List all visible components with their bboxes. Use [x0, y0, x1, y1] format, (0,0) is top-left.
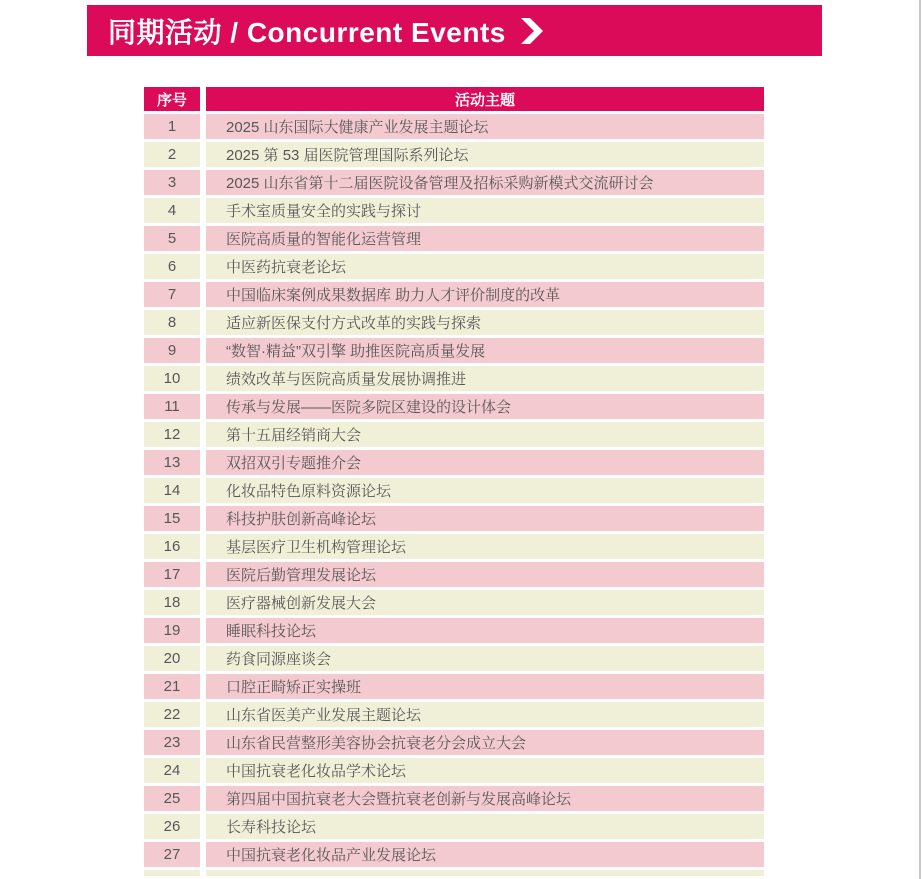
row-topic: 药食同源座谈会 — [206, 646, 764, 671]
partial-row-number-cell — [144, 870, 200, 876]
row-number: 21 — [144, 674, 200, 699]
row-topic: 传承与发展——医院多院区建设的设计体会 — [206, 394, 764, 419]
row-topic: 绩效改革与医院高质量发展协调推进 — [206, 366, 764, 391]
table-row — [144, 506, 764, 531]
table-row — [144, 450, 764, 475]
table-row — [144, 422, 764, 447]
row-number: 18 — [144, 590, 200, 615]
table-row — [144, 114, 764, 139]
row-topic: 长寿科技论坛 — [206, 814, 764, 839]
row-topic: 中国抗衰老化妆品产业发展论坛 — [206, 842, 764, 867]
table-row — [144, 814, 764, 839]
row-topic: 科技护肤创新高峰论坛 — [206, 506, 764, 531]
row-number: 25 — [144, 786, 200, 811]
table-row — [144, 842, 764, 867]
table-row — [144, 254, 764, 279]
table-row — [144, 142, 764, 167]
table-header-row — [144, 87, 764, 111]
table-row — [144, 590, 764, 615]
partial-next-row — [144, 870, 764, 876]
row-number: 6 — [144, 254, 200, 279]
table-row — [144, 170, 764, 195]
row-number: 7 — [144, 282, 200, 307]
table-row — [144, 198, 764, 223]
row-number: 2 — [144, 142, 200, 167]
row-number: 12 — [144, 422, 200, 447]
row-topic: 基层医疗卫生机构管理论坛 — [206, 534, 764, 559]
row-topic: 2025 第 53 届医院管理国际系列论坛 — [206, 142, 764, 167]
row-topic: 山东省医美产业发展主题论坛 — [206, 702, 764, 727]
row-topic: 中医药抗衰老论坛 — [206, 254, 764, 279]
row-number: 13 — [144, 450, 200, 475]
table-row — [144, 310, 764, 335]
row-topic: 第四届中国抗衰老大会暨抗衰老创新与发展高峰论坛 — [206, 786, 764, 811]
table-row — [144, 618, 764, 643]
page-right-border — [919, 0, 921, 879]
row-number: 4 — [144, 198, 200, 223]
row-number: 10 — [144, 366, 200, 391]
table-row — [144, 534, 764, 559]
row-topic: 手术室质量安全的实践与探讨 — [206, 198, 764, 223]
chevron-right-icon — [520, 17, 544, 45]
row-topic: 医疗器械创新发展大会 — [206, 590, 764, 615]
table-row — [144, 702, 764, 727]
table-row — [144, 730, 764, 755]
table-body — [144, 114, 764, 867]
row-topic: 口腔正畸矫正实操班 — [206, 674, 764, 699]
row-number: 26 — [144, 814, 200, 839]
row-topic: 医院后勤管理发展论坛 — [206, 562, 764, 587]
row-topic: 中国抗衰老化妆品学术论坛 — [206, 758, 764, 783]
row-number: 23 — [144, 730, 200, 755]
column-header-no: 序号 — [144, 87, 200, 111]
column-header-topic: 活动主题 — [206, 87, 764, 111]
table-row — [144, 646, 764, 671]
table-row — [144, 282, 764, 307]
row-topic: 适应新医保支付方式改革的实践与探索 — [206, 310, 764, 335]
row-topic: 化妆品特色原料资源论坛 — [206, 478, 764, 503]
table-row — [144, 338, 764, 363]
row-number: 9 — [144, 338, 200, 363]
row-number: 3 — [144, 170, 200, 195]
row-number: 17 — [144, 562, 200, 587]
row-topic: 睡眠科技论坛 — [206, 618, 764, 643]
row-number: 24 — [144, 758, 200, 783]
table-row — [144, 674, 764, 699]
row-number: 16 — [144, 534, 200, 559]
row-number: 19 — [144, 618, 200, 643]
section-title: 同期活动 / Concurrent Events — [108, 16, 506, 48]
concurrent-events-table — [144, 87, 764, 876]
table-row — [144, 366, 764, 391]
row-number: 14 — [144, 478, 200, 503]
row-topic: 医院高质量的智能化运营管理 — [206, 226, 764, 251]
table-row — [144, 478, 764, 503]
row-number: 5 — [144, 226, 200, 251]
row-topic: “数智·精益”双引擎 助推医院高质量发展 — [206, 338, 764, 363]
row-number: 1 — [144, 114, 200, 139]
row-topic: 2025 山东省第十二届医院设备管理及招标采购新模式交流研讨会 — [206, 170, 764, 195]
row-number: 27 — [144, 842, 200, 867]
table-row — [144, 226, 764, 251]
table-row — [144, 562, 764, 587]
section-banner — [87, 5, 822, 56]
row-number: 15 — [144, 506, 200, 531]
row-number: 22 — [144, 702, 200, 727]
row-topic: 双招双引专题推介会 — [206, 450, 764, 475]
row-topic: 山东省民营整形美容协会抗衰老分会成立大会 — [206, 730, 764, 755]
row-topic: 中国临床案例成果数据库 助力人才评价制度的改革 — [206, 282, 764, 307]
table-row — [144, 758, 764, 783]
row-topic: 第十五届经销商大会 — [206, 422, 764, 447]
table-row — [144, 786, 764, 811]
table-row — [144, 394, 764, 419]
row-topic: 2025 山东国际大健康产业发展主题论坛 — [206, 114, 764, 139]
row-number: 8 — [144, 310, 200, 335]
row-number: 20 — [144, 646, 200, 671]
row-number: 11 — [144, 394, 200, 419]
partial-row-topic-cell — [206, 870, 764, 876]
